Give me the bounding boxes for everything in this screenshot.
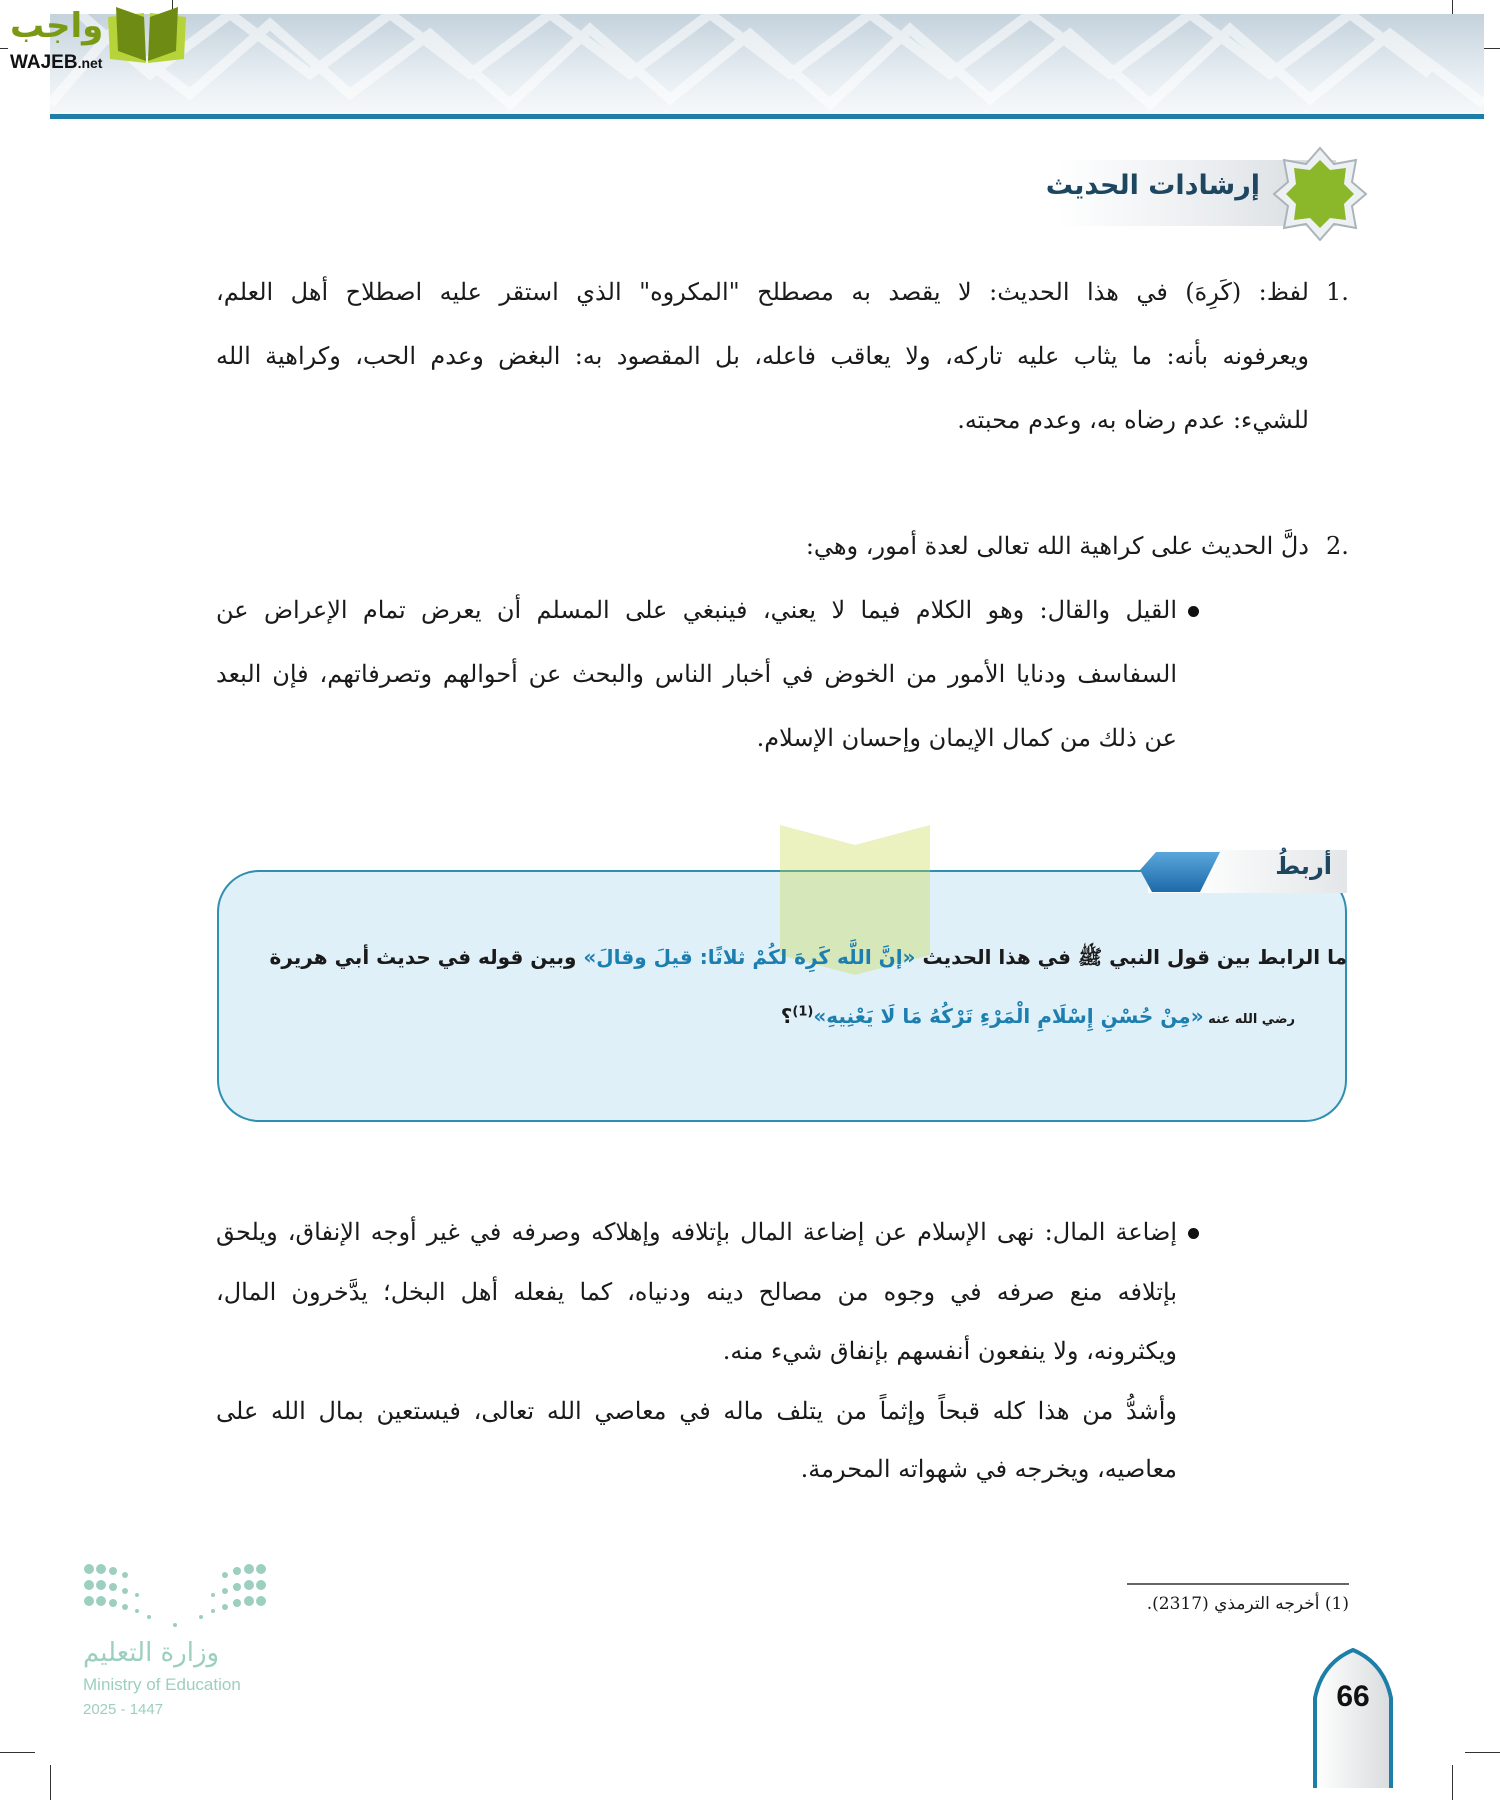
section-title: إرشادات الحديث xyxy=(1045,170,1260,201)
crop-mark xyxy=(1465,1752,1500,1753)
header-divider xyxy=(50,114,1484,119)
connect-activity-box xyxy=(217,870,1347,1122)
ministry-name-english: Ministry of Education xyxy=(83,1675,241,1694)
point1-line: لفظ: (كَرِهَ) في هذا الحديث: لا يقصد به مصطلح "المكروه" الذي استقر عليه اصطلاح أهل العلم، xyxy=(216,278,1309,306)
hadith-quote: «إنَّ اللَّه كَرِهَ لكُمْ ثلاثًا: قيلَ وقالَ» xyxy=(583,945,916,969)
crop-mark xyxy=(0,1752,35,1753)
connect-question-line1 xyxy=(270,945,1347,974)
connect-tab-label: أربطُ xyxy=(1275,852,1332,880)
point-number: 2. xyxy=(1326,532,1349,560)
wajeb-logo-arabic: واجب xyxy=(10,6,104,46)
bullet1-line: القيل والقال: وهو الكلام فيما لا يعني، فينبغي على المسلم أن يعرض تمام الإعراض عن xyxy=(216,596,1177,624)
crop-mark xyxy=(1452,1765,1453,1800)
book-logo-icon xyxy=(106,5,188,65)
bullet-icon xyxy=(1188,606,1199,617)
bullet1-line: عن ذلك من كمال الإيمان وإحسان الإسلام. xyxy=(756,724,1177,752)
question-text: ما الرابط بين قول النبي ﷺ في هذا الحديث xyxy=(915,945,1347,969)
logo-latin-text: WAJEB xyxy=(10,52,78,73)
bullet2-line: إضاعة المال: نهى الإسلام عن إضاعة المال بإتلافه وإهلاكه وصرفه في غير أوجه الإنفاق، ويلحق xyxy=(216,1218,1177,1246)
bullet-icon xyxy=(1188,1228,1199,1239)
ministry-year: 2025 - 1447 xyxy=(83,1701,164,1718)
footnote-ref[interactable]: (1) xyxy=(792,1004,814,1020)
connect-question-line2 xyxy=(781,1004,1295,1028)
ministry-name-arabic: وزارة التعليم xyxy=(83,1638,220,1668)
point-number: 1. xyxy=(1326,278,1349,306)
point1-line: للشيء: عدم رضاه به، وعدم محبته. xyxy=(957,406,1309,434)
wajeb-logo-latin xyxy=(10,52,102,74)
bullet2-line: ويكثرونه، ولا ينفعون أنفسهم بإنفاق شيء منه. xyxy=(722,1337,1177,1365)
ministry-logo-dots-icon xyxy=(83,1561,268,1631)
bullet2-line: بإتلافه منع صرفه في وجوه من مصالح دينه ودنياه، كما يفعله أهل البخل؛ يدَّخرون المال، xyxy=(216,1278,1178,1306)
geometric-pattern xyxy=(50,14,1484,116)
point1-line: ويعرفونه بأنه: ما يثاب عليه تاركه، ولا يعاقب فاعله، بل المقصود به: البغض وعدم الحب، وكراهية الله xyxy=(216,342,1309,370)
footnote-divider xyxy=(1127,1583,1349,1585)
point2-intro: دلَّ الحديث على كراهية الله تعالى لعدة أمور، وهي: xyxy=(805,532,1309,560)
logo-latin-suffix: .net xyxy=(77,55,103,71)
honorific: رضي الله عنه xyxy=(1203,1012,1295,1027)
question-text: وبين قوله في حديث أبي هريرة xyxy=(269,945,584,969)
question-mark: ؟ xyxy=(780,1004,793,1028)
page-number: 66 xyxy=(1336,1680,1370,1713)
footnote: (1) أخرجه الترمذي (2317). xyxy=(1146,1594,1349,1614)
page-number-tab xyxy=(1312,1648,1394,1788)
crop-mark xyxy=(50,1765,51,1800)
crop-mark xyxy=(0,48,8,49)
octagon-star-icon xyxy=(1272,146,1368,242)
hadith-quote: «مِنْ حُسْنِ إِسْلَامِ الْمَرْءِ تَرْكُهُ مَا لَا يَعْنِيهِ» xyxy=(813,1004,1204,1028)
paragraph-line: معاصيه، ويخرجه في شهواته المحرمة. xyxy=(800,1455,1177,1483)
paragraph-line: وأشدُّ من هذا كله قبحاً وإثماً من يتلف ماله في معاصي الله تعالى، فيستعين بمال الله على xyxy=(216,1397,1177,1425)
bullet1-line: السفاسف ودنايا الأمور من الخوض في أخبار الناس والبحث عن أحوالهم وتصرفاتهم، فإن البعد xyxy=(216,660,1177,688)
header-pattern-band xyxy=(50,14,1484,116)
